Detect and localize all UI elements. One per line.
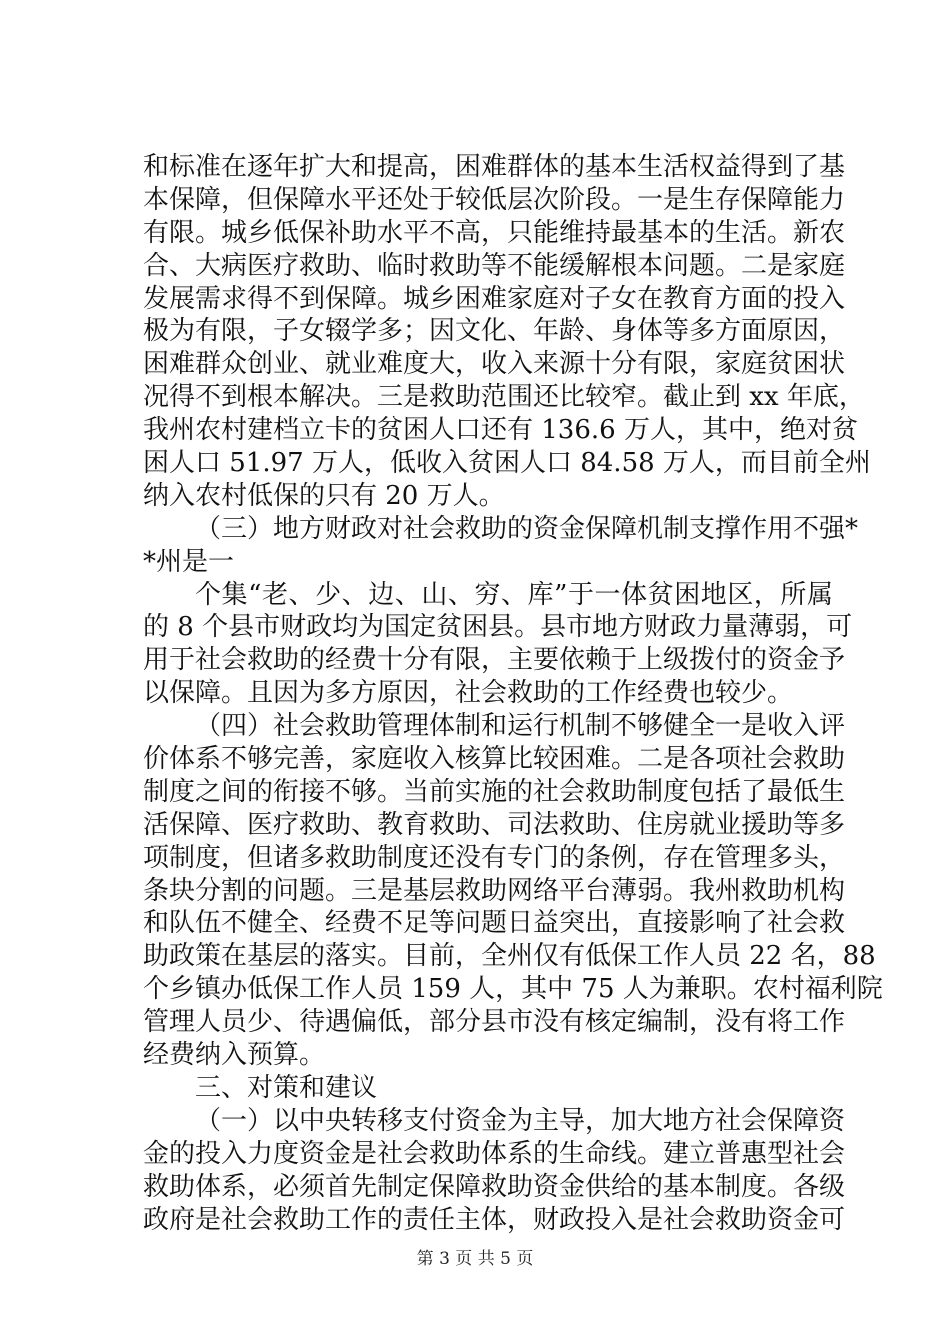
- text-line: 以保障。且因为多方原因，社会救助的工作经费也较少。: [143, 678, 794, 709]
- text-line: 活保障、医疗救助、教育救助、司法救助、住房就业援助等多: [143, 809, 846, 840]
- text-line: 合、大病医疗救助、临时救助等不能缓解根本问题。二是家庭: [143, 250, 846, 281]
- text-line: 极为有限，子女辍学多；因文化、年龄、身体等多方面原因，: [143, 316, 846, 347]
- text-line: 金的投入力度资金是社会救助体系的生命线。建立普惠型社会: [143, 1138, 846, 1169]
- text-line: （三）地方财政对社会救助的资金保障机制支撑作用不强*: [195, 513, 859, 544]
- text-line: 政府是社会救助工作的责任主体，财政投入是社会救助资金可: [143, 1204, 846, 1235]
- text-line: 个乡镇办低保工作人员 159 人，其中 75 人为兼职。农村福利院: [143, 974, 883, 1005]
- text-line: （四）社会救助管理体制和运行机制不够健全一是收入评: [195, 711, 846, 742]
- text-line: 助政策在基层的落实。目前，全州仅有低保工作人员 22 名，88: [143, 941, 876, 972]
- text-line: 和队伍不健全、经费不足等问题日益突出，直接影响了社会救: [143, 908, 846, 939]
- text-line: 项制度，但诸多救助制度还没有专门的条例，存在管理多头，: [143, 842, 846, 873]
- text-line: 用于社会救助的经费十分有限，主要依赖于上级拨付的资金予: [143, 645, 846, 676]
- text-line: 我州农村建档立卡的贫困人口还有 136.6 万人，其中，绝对贫: [143, 415, 858, 446]
- text-line: 困人口 51.97 万人，低收入贫困人口 84.58 万人，而目前全州: [143, 448, 871, 479]
- text-line: *州是一: [143, 546, 235, 577]
- document-body: [143, 151, 883, 1236]
- text-line: （一）以中央转移支付资金为主导，加大地方社会保障资: [195, 1105, 846, 1136]
- text-line: 制度之间的衔接不够。当前实施的社会救助制度包括了最低生: [143, 776, 846, 807]
- text-line: 况得不到根本解决。三是救助范围还比较窄。截止到 xx 年底，: [143, 382, 865, 413]
- page-footer: 第 3 页 共 5 页: [416, 1249, 534, 1269]
- text-line: 发展需求得不到保障。城乡困难家庭对子女在教育方面的投入: [143, 283, 846, 314]
- text-line: 有限。城乡低保补助水平不高，只能维持最基本的生活。新农: [143, 217, 846, 248]
- text-line: 纳入农村低保的只有 20 万人。: [143, 480, 505, 511]
- text-line: 价体系不够完善，家庭收入核算比较困难。二是各项社会救助: [143, 744, 846, 775]
- text-line: 三、对策和建议: [195, 1072, 378, 1103]
- text-line: 困难群众创业、就业难度大，收入来源十分有限，家庭贫困状: [143, 349, 846, 380]
- text-line: 的 8 个县市财政均为国定贫困县。县市地方财政力量薄弱，可: [143, 612, 853, 643]
- text-line: 和标准在逐年扩大和提高，困难群体的基本生活权益得到了基: [143, 152, 846, 182]
- text-line: 条块分割的问题。三是基层救助网络平台薄弱。我州救助机构: [143, 875, 846, 906]
- text-line: 救助体系，必须首先制定保障救助资金供给的基本制度。各级: [143, 1171, 846, 1202]
- text-line: 经费纳入预算。: [143, 1040, 326, 1071]
- text-line: 个集“老、少、边、山、穷、库”于一体贫困地区，所属: [195, 579, 833, 610]
- text-line: 管理人员少、待遇偏低，部分县市没有核定编制，没有将工作: [143, 1007, 846, 1038]
- text-line: 本保障，但保障水平还处于较低层次阶段。一是生存保障能力: [143, 184, 846, 215]
